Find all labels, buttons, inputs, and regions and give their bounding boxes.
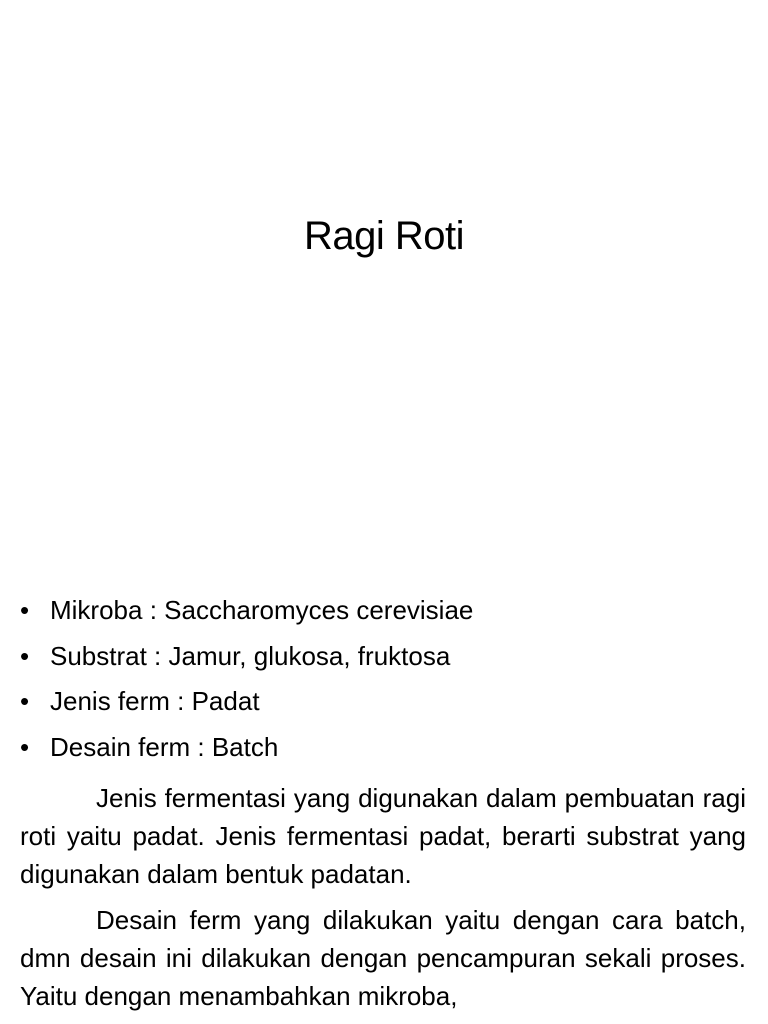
bullet-text: Substrat : Jamur, glukosa, fruktosa: [50, 640, 451, 671]
bullet-marker: •: [20, 731, 30, 762]
bullet-list: [20, 592, 748, 774]
paragraph-desain-ferm: Desain ferm yang dilakukan yaitu dengan cara batch, dmn desain ini dilakukan dengan pencampuran sekali proses. Yaitu dengan menambahkan mikroba,: [20, 905, 746, 1011]
slide-title: Ragi Roti: [303, 214, 464, 258]
bullet-marker: •: [20, 595, 30, 625]
bullet-item-desain-ferm: [20, 729, 748, 765]
paragraph-jenis-fermentasi: Jenis fermentasi yang digunakan dalam pembuatan ragi roti yaitu padat. Jenis fermentasi padat, berarti substrat yang digunakan dalam bentuk padatan.: [20, 783, 746, 889]
bullet-item-jenis-ferm: [20, 683, 748, 719]
bullet-marker: •: [20, 640, 30, 671]
bullet-text: Mikroba : Saccharomyces cerevisiae: [50, 595, 474, 625]
bullet-item-substrat: [20, 638, 748, 674]
bullet-marker: •: [20, 686, 30, 716]
bullet-item-mikroba: [20, 592, 748, 628]
bullet-text: Jenis ferm : Padat: [50, 686, 260, 716]
bullet-text: Desain ferm : Batch: [50, 731, 279, 762]
